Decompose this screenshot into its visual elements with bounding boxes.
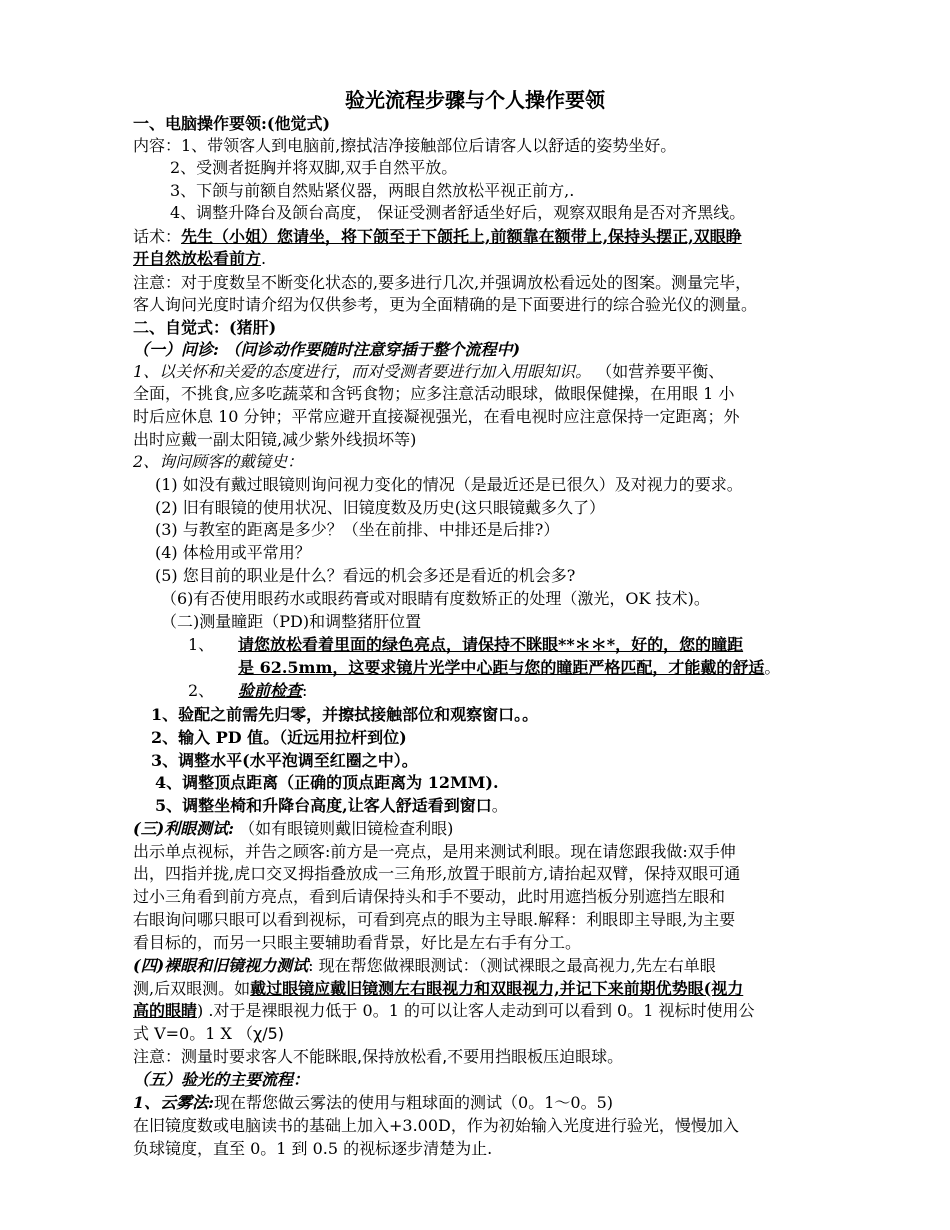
check-step-5-text: 5、调整坐椅和升降台高度,让客人舒适看到窗口 [155,796,492,815]
sub4-line-1 [133,955,716,977]
s1-note-line-2: 客人询问光度时请介绍为仅供参考，更为全面精确的是下面要进行的综合验光仪的测量。 [133,295,758,314]
dominant-eye-line-1: 出示单点视标，并告之顾客:前方是一亮点，是用来测试利眼。现在请您跟我做:双手伸 [133,842,736,861]
s1-note-line-1: 注意：对于度数呈不断变化状态的,要多进行几次,并强调放松看远处的图案。测量完毕， [133,273,752,292]
formula-chi: χ/5) [252,1024,285,1043]
sub4-line-3-b: ) .对于是裸眼视力低于 0。1 的可以让客人走动到可以看到 0。1 视标时使用公 [197,1001,755,1020]
check-step-5-end: 。 [491,796,508,815]
s1-item-2: 2、受测者挺胸并将双脚,双手自然平放。 [170,158,458,177]
document-title: 验光流程步骤与个人操作要领 [345,88,605,112]
inquiry-p1-rest: （如营养要平衡、 [591,362,725,381]
sub4-rest: : 现在帮您做裸眼测试：（测试裸眼之最高视力,先左右单眼 [308,956,716,975]
dominant-eye-line-3: 过小三角看到前方亮点，看到后请保持头和手不要动，此时用遮挡板分别遮挡左眼和 [133,887,726,906]
check-step-1: 1、验配之前需先归零，并擦拭接触部位和观察窗口。。 [151,705,539,724]
pd-speech-line-2 [238,657,780,679]
speech-label: 话术： [133,227,182,246]
s1-speech-line-1 [133,226,742,248]
check-step-4: 4、调整顶点距离（正确的顶点距离为 12MM). [155,773,499,792]
question-6: （6)有否使用眼药水或眼药膏或对眼睛有度数矫正的处理（激光，OK 技术)。 [161,589,710,608]
question-3: (3) 与教室的距离是多少？（坐在前排、中排还是后排?） [155,520,560,539]
inquiry-p1-line-1 [133,361,724,383]
s1-content-line: 内容：1、带领客人到电脑前,擦拭洁净接触部位后请客人以舒适的姿势坐好。 [133,136,677,155]
inquiry-p1-italic: 1、以关怀和关爱的态度进行，而对受测者要进行加入用眼知识。 [133,362,592,381]
sub4-line-4 [133,1023,284,1045]
pd-speech-end: 。 [764,658,781,677]
pre-check-heading [238,680,307,702]
sub3-heading [133,818,453,840]
question-5: (5) 您目前的职业是什么？看远的机会多还是看近的机会多? [155,566,576,585]
pd-speech-text-2: 是 62.5mm，这要求镜片光学中心距与您的瞳距严格匹配，才能戴的舒适 [238,658,765,677]
note-2: 注意：测量时要求客人不能眯眼,保持放松看,不要用挡眼板压迫眼球。 [133,1047,624,1066]
inquiry-p1-line-4: 出时应戴一副太阳镜,减少紫外线损坏等) [133,430,417,449]
fog-method-line-3: 负球镜度，直至 0。1 到 0.5 的视标逐步清楚为止. [133,1139,493,1158]
dominant-eye-line-4: 右眼询问哪只眼可以看到视标，可看到亮点的眼为主导眼.解释：利眼即主导眼,为主要 [133,910,736,929]
dominant-eye-line-5: 看目标的，而另一只眼主要辅助看背景，好比是左右手有分工。 [133,933,582,952]
sub1-heading: （一）问诊: （问诊动作要随时注意穿插于整个流程中) [133,340,521,359]
dominant-eye-line-2: 出，四指并拢,虎口交叉拇指叠放成一三角形,放置于眼前方,请抬起双臂，保持双眼可通 [133,864,741,883]
sub4-label: (四)裸眼和旧镜视力测试 [133,956,309,975]
s1-item-4: 4、调整升降台及颌台高度， 保证受测者舒适坐好后，观察双眼角是否对齐黑线。 [170,203,746,222]
pd-speech-line-1: 请您放松看着里面的绿色亮点，请保持不眯眼**＊＊*，好的，您的瞳距 [238,635,744,654]
check-number: 2、 [188,681,215,700]
pre-check-colon: : [302,681,308,700]
sub4-line-3-a: 高的眼睛 [133,1001,198,1020]
question-2: (2) 旧有眼镜的使用状况、旧镜度数及历史(这只眼镜戴多久了） [155,498,605,517]
question-4: (4) 体检用或平常用？ [155,543,311,562]
formula-text: 式 V=0。1 X （ [133,1024,253,1043]
sub4-line-2-a: 测,后双眼测。如 [133,979,251,998]
fog-method-rest: 现在帮您做云雾法的使用与粗球面的测试（0。1～0。5) [214,1093,614,1112]
sub3-rest: （如有眼镜则戴旧镜检查利眼) [234,819,454,838]
sub3-label: (三)利眼测试: [133,819,235,838]
fog-method-label: 1、云雾法: [133,1093,215,1112]
speech-text-1: 先生（小姐）您请坐，将下颌至于下颌托上,前额靠在额带上,保持头摆正,双眼睁 [181,227,742,246]
sub4-line-3 [133,1000,755,1022]
fog-method-line-2: 在旧镜度数或电脑读书的基础上加入+3.00D，作为初始输入光度进行验光，慢慢加入 [133,1116,739,1135]
inquiry-p1-line-3: 时后应休息 10 分钟；平常应避开直接凝视强光，在看电视时应注意保持一定距离；外 [133,407,740,426]
speech-end: . [261,249,267,268]
pd-number: 1、 [188,635,215,654]
check-step-3: 3、调整水平(水平泡调至红圈之中）。 [151,751,418,770]
check-step-2: 2、输入 PD 值。（近远用拉杆到位) [151,728,407,747]
sub4-line-2-b: 戴过眼镜应戴旧镜测左右眼视力和双眼视力,并记下来前期优势眼(视力 [250,979,744,998]
sub5-heading: （五）验光的主要流程： [133,1070,310,1089]
inquiry-p2-heading: 2、询问顾客的戴镜史： [133,452,304,471]
question-1: (1) 如没有戴过眼镜则询问视力变化的情况（是最近还是已很久）及对视力的要求。 [155,475,743,494]
sub2-heading: （二)测量瞳距（PD)和调整猪肝位置 [161,612,422,631]
pre-check-label: 验前检查 [238,681,303,700]
sub4-line-2 [133,978,743,1000]
inquiry-p1-line-2: 全面，不挑食,应多吃蔬菜和含钙食物；应多注意活动眼球，做眼保健操，在用眼 1 小 [133,384,735,403]
s1-speech-line-2 [133,248,266,270]
fog-method-line-1 [133,1092,613,1114]
section-1-heading: 一、电脑操作要领:(他觉式) [133,114,331,133]
check-step-5 [155,795,508,817]
speech-text-2: 开自然放松看前方 [133,249,262,268]
section-2-heading: 二、自觉式：(猪肝) [133,318,277,337]
s1-item-3: 3、下颌与前额自然贴紧仪器，两眼自然放松平视正前方,. [170,181,575,200]
